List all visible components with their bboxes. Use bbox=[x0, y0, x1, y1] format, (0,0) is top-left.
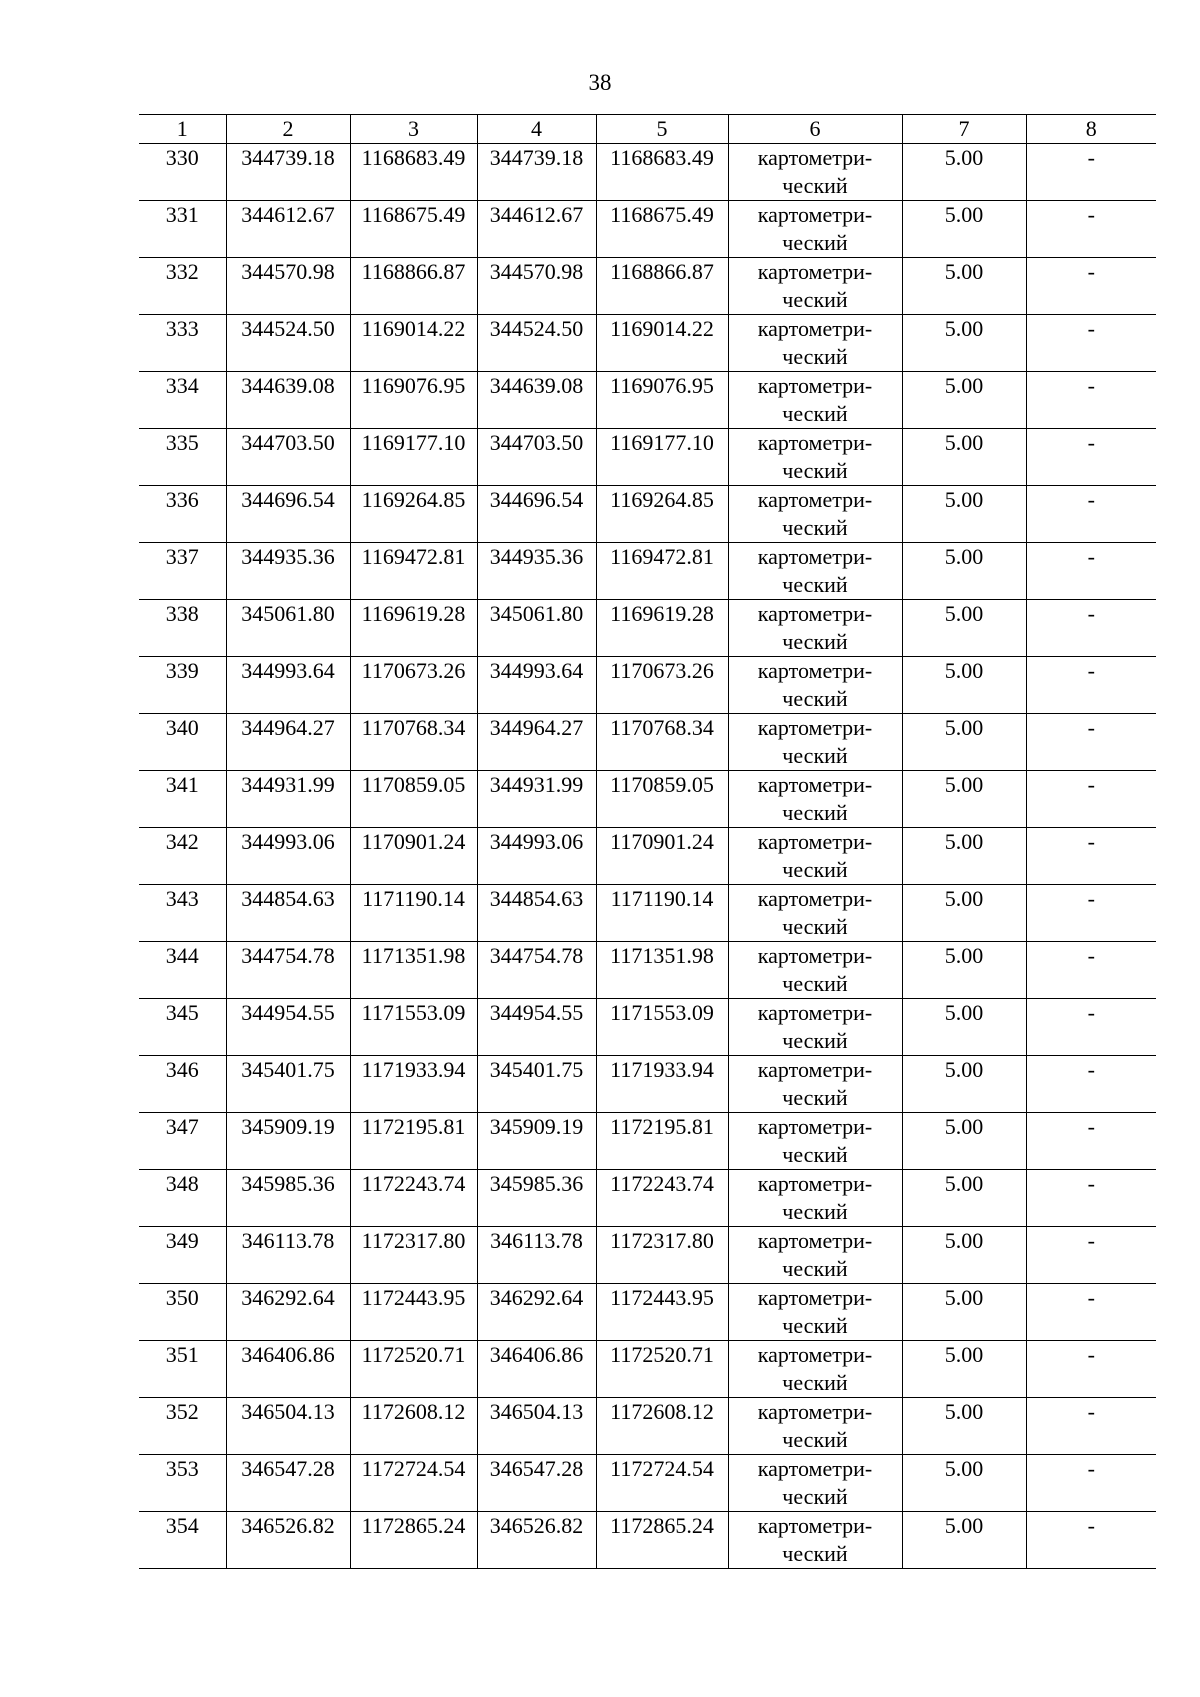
y-coordinate-cell: 1168683.49 bbox=[596, 144, 728, 201]
note-cell: - bbox=[1026, 1170, 1156, 1227]
method-line: ческий bbox=[782, 1370, 848, 1395]
method-cell bbox=[728, 828, 902, 885]
table-row bbox=[139, 1170, 1156, 1227]
accuracy-cell: 5.00 bbox=[902, 1398, 1026, 1455]
accuracy-cell: 5.00 bbox=[902, 258, 1026, 315]
y-coordinate-cell: 1172865.24 bbox=[350, 1512, 477, 1569]
method-line: ческий bbox=[782, 1085, 848, 1110]
note-cell: - bbox=[1026, 828, 1156, 885]
y-coordinate-cell: 1168675.49 bbox=[350, 201, 477, 258]
y-coordinate-cell: 1170901.24 bbox=[596, 828, 728, 885]
method-cell bbox=[728, 372, 902, 429]
table-row bbox=[139, 1113, 1156, 1170]
table-row bbox=[139, 999, 1156, 1056]
table-row bbox=[139, 600, 1156, 657]
x-coordinate-cell: 346526.82 bbox=[477, 1512, 596, 1569]
y-coordinate-cell: 1171190.14 bbox=[350, 885, 477, 942]
method-line: картометри- bbox=[757, 658, 873, 683]
point-number-cell: 338 bbox=[139, 600, 226, 657]
accuracy-cell: 5.00 bbox=[902, 885, 1026, 942]
note-cell: - bbox=[1026, 1341, 1156, 1398]
y-coordinate-cell: 1170859.05 bbox=[350, 771, 477, 828]
y-coordinate-cell: 1169014.22 bbox=[596, 315, 728, 372]
point-number-cell: 340 bbox=[139, 714, 226, 771]
y-coordinate-cell: 1171553.09 bbox=[350, 999, 477, 1056]
accuracy-cell: 5.00 bbox=[902, 1455, 1026, 1512]
note-cell: - bbox=[1026, 486, 1156, 543]
y-coordinate-cell: 1168866.87 bbox=[350, 258, 477, 315]
method-cell bbox=[728, 1227, 902, 1284]
accuracy-cell: 5.00 bbox=[902, 144, 1026, 201]
method-line: картометри- bbox=[757, 145, 873, 170]
method-line: картометри- bbox=[757, 943, 873, 968]
method-line: картометри- bbox=[757, 1114, 873, 1139]
x-coordinate-cell: 344739.18 bbox=[477, 144, 596, 201]
note-cell: - bbox=[1026, 600, 1156, 657]
accuracy-cell: 5.00 bbox=[902, 429, 1026, 486]
table-row bbox=[139, 942, 1156, 999]
method-line: ческий bbox=[782, 914, 848, 939]
y-coordinate-cell: 1172317.80 bbox=[350, 1227, 477, 1284]
accuracy-cell: 5.00 bbox=[902, 1227, 1026, 1284]
method-cell bbox=[728, 258, 902, 315]
method-cell bbox=[728, 1455, 902, 1512]
method-cell bbox=[728, 1398, 902, 1455]
y-coordinate-cell: 1169472.81 bbox=[596, 543, 728, 600]
y-coordinate-cell: 1171351.98 bbox=[596, 942, 728, 999]
y-coordinate-cell: 1172317.80 bbox=[596, 1227, 728, 1284]
x-coordinate-cell: 344964.27 bbox=[477, 714, 596, 771]
accuracy-cell: 5.00 bbox=[902, 828, 1026, 885]
table-row bbox=[139, 828, 1156, 885]
y-coordinate-cell: 1168866.87 bbox=[596, 258, 728, 315]
y-coordinate-cell: 1170673.26 bbox=[350, 657, 477, 714]
point-number-cell: 343 bbox=[139, 885, 226, 942]
method-line: ческий bbox=[782, 971, 848, 996]
method-cell bbox=[728, 429, 902, 486]
x-coordinate-cell: 346113.78 bbox=[226, 1227, 350, 1284]
y-coordinate-cell: 1171553.09 bbox=[596, 999, 728, 1056]
method-line: картометри- bbox=[757, 430, 873, 455]
x-coordinate-cell: 346406.86 bbox=[226, 1341, 350, 1398]
y-coordinate-cell: 1170673.26 bbox=[596, 657, 728, 714]
x-coordinate-cell: 346547.28 bbox=[477, 1455, 596, 1512]
table-row bbox=[139, 258, 1156, 315]
method-line: ческий bbox=[782, 344, 848, 369]
note-cell: - bbox=[1026, 372, 1156, 429]
method-line: картометри- bbox=[757, 829, 873, 854]
y-coordinate-cell: 1169177.10 bbox=[350, 429, 477, 486]
method-line: ческий bbox=[782, 1484, 848, 1509]
method-line: ческий bbox=[782, 173, 848, 198]
x-coordinate-cell: 346292.64 bbox=[477, 1284, 596, 1341]
x-coordinate-cell: 345401.75 bbox=[226, 1056, 350, 1113]
method-cell bbox=[728, 999, 902, 1056]
point-number-cell: 354 bbox=[139, 1512, 226, 1569]
note-cell: - bbox=[1026, 1284, 1156, 1341]
x-coordinate-cell: 345401.75 bbox=[477, 1056, 596, 1113]
method-line: картометри- bbox=[757, 1171, 873, 1196]
table-body bbox=[139, 144, 1156, 1569]
point-number-cell: 331 bbox=[139, 201, 226, 258]
method-line: ческий bbox=[782, 857, 848, 882]
note-cell: - bbox=[1026, 999, 1156, 1056]
method-line: ческий bbox=[782, 743, 848, 768]
method-line: ческий bbox=[782, 515, 848, 540]
table-row bbox=[139, 315, 1156, 372]
point-number-cell: 352 bbox=[139, 1398, 226, 1455]
method-cell bbox=[728, 1113, 902, 1170]
y-coordinate-cell: 1172195.81 bbox=[350, 1113, 477, 1170]
header-row bbox=[139, 115, 1156, 144]
y-coordinate-cell: 1172865.24 bbox=[596, 1512, 728, 1569]
x-coordinate-cell: 345985.36 bbox=[477, 1170, 596, 1227]
method-cell bbox=[728, 543, 902, 600]
note-cell: - bbox=[1026, 1113, 1156, 1170]
method-line: картометри- bbox=[757, 715, 873, 740]
note-cell: - bbox=[1026, 714, 1156, 771]
point-number-cell: 332 bbox=[139, 258, 226, 315]
table-row bbox=[139, 144, 1156, 201]
method-line: картометри- bbox=[757, 1456, 873, 1481]
point-number-cell: 351 bbox=[139, 1341, 226, 1398]
y-coordinate-cell: 1172243.74 bbox=[596, 1170, 728, 1227]
point-number-cell: 335 bbox=[139, 429, 226, 486]
method-line: ческий bbox=[782, 629, 848, 654]
table-row bbox=[139, 486, 1156, 543]
x-coordinate-cell: 344993.64 bbox=[226, 657, 350, 714]
accuracy-cell: 5.00 bbox=[902, 1512, 1026, 1569]
y-coordinate-cell: 1172608.12 bbox=[350, 1398, 477, 1455]
table-row bbox=[139, 657, 1156, 714]
y-coordinate-cell: 1169472.81 bbox=[350, 543, 477, 600]
y-coordinate-cell: 1170768.34 bbox=[596, 714, 728, 771]
point-number-cell: 336 bbox=[139, 486, 226, 543]
x-coordinate-cell: 344703.50 bbox=[477, 429, 596, 486]
method-line: ческий bbox=[782, 686, 848, 711]
x-coordinate-cell: 344570.98 bbox=[226, 258, 350, 315]
column-header: 6 bbox=[728, 115, 902, 144]
method-line: ческий bbox=[782, 1313, 848, 1338]
note-cell: - bbox=[1026, 543, 1156, 600]
x-coordinate-cell: 344993.06 bbox=[477, 828, 596, 885]
method-line: ческий bbox=[782, 1427, 848, 1452]
y-coordinate-cell: 1170768.34 bbox=[350, 714, 477, 771]
method-line: ческий bbox=[782, 287, 848, 312]
note-cell: - bbox=[1026, 315, 1156, 372]
accuracy-cell: 5.00 bbox=[902, 486, 1026, 543]
y-coordinate-cell: 1172608.12 bbox=[596, 1398, 728, 1455]
point-number-cell: 353 bbox=[139, 1455, 226, 1512]
x-coordinate-cell: 344696.54 bbox=[226, 486, 350, 543]
x-coordinate-cell: 344703.50 bbox=[226, 429, 350, 486]
x-coordinate-cell: 346113.78 bbox=[477, 1227, 596, 1284]
method-line: картометри- bbox=[757, 1399, 873, 1424]
table-row bbox=[139, 1284, 1156, 1341]
table-header bbox=[139, 115, 1156, 144]
y-coordinate-cell: 1172520.71 bbox=[596, 1341, 728, 1398]
table-row bbox=[139, 885, 1156, 942]
y-coordinate-cell: 1169619.28 bbox=[350, 600, 477, 657]
point-number-cell: 341 bbox=[139, 771, 226, 828]
column-header: 7 bbox=[902, 115, 1026, 144]
method-line: картометри- bbox=[757, 601, 873, 626]
y-coordinate-cell: 1172520.71 bbox=[350, 1341, 477, 1398]
method-line: ческий bbox=[782, 1256, 848, 1281]
note-cell: - bbox=[1026, 201, 1156, 258]
coordinates-table bbox=[139, 114, 1156, 1569]
column-header: 2 bbox=[226, 115, 350, 144]
y-coordinate-cell: 1169264.85 bbox=[350, 486, 477, 543]
table-row bbox=[139, 429, 1156, 486]
accuracy-cell: 5.00 bbox=[902, 714, 1026, 771]
method-cell bbox=[728, 486, 902, 543]
y-coordinate-cell: 1170901.24 bbox=[350, 828, 477, 885]
point-number-cell: 330 bbox=[139, 144, 226, 201]
y-coordinate-cell: 1169619.28 bbox=[596, 600, 728, 657]
x-coordinate-cell: 344935.36 bbox=[226, 543, 350, 600]
x-coordinate-cell: 344570.98 bbox=[477, 258, 596, 315]
method-line: картометри- bbox=[757, 1342, 873, 1367]
x-coordinate-cell: 344639.08 bbox=[477, 372, 596, 429]
method-line: ческий bbox=[782, 1541, 848, 1566]
accuracy-cell: 5.00 bbox=[902, 657, 1026, 714]
accuracy-cell: 5.00 bbox=[902, 1341, 1026, 1398]
x-coordinate-cell: 344993.64 bbox=[477, 657, 596, 714]
column-header: 3 bbox=[350, 115, 477, 144]
x-coordinate-cell: 345985.36 bbox=[226, 1170, 350, 1227]
method-line: ческий bbox=[782, 458, 848, 483]
method-line: ческий bbox=[782, 401, 848, 426]
method-cell bbox=[728, 885, 902, 942]
y-coordinate-cell: 1169177.10 bbox=[596, 429, 728, 486]
method-cell bbox=[728, 1512, 902, 1569]
x-coordinate-cell: 344954.55 bbox=[477, 999, 596, 1056]
y-coordinate-cell: 1171933.94 bbox=[350, 1056, 477, 1113]
table-row bbox=[139, 543, 1156, 600]
note-cell: - bbox=[1026, 429, 1156, 486]
table-row bbox=[139, 372, 1156, 429]
x-coordinate-cell: 344931.99 bbox=[477, 771, 596, 828]
column-header: 1 bbox=[139, 115, 226, 144]
x-coordinate-cell: 345909.19 bbox=[477, 1113, 596, 1170]
point-number-cell: 339 bbox=[139, 657, 226, 714]
table-row bbox=[139, 771, 1156, 828]
method-cell bbox=[728, 714, 902, 771]
accuracy-cell: 5.00 bbox=[902, 315, 1026, 372]
column-header: 5 bbox=[596, 115, 728, 144]
column-header: 4 bbox=[477, 115, 596, 144]
x-coordinate-cell: 344524.50 bbox=[226, 315, 350, 372]
y-coordinate-cell: 1169264.85 bbox=[596, 486, 728, 543]
method-line: картометри- bbox=[757, 202, 873, 227]
method-line: ческий bbox=[782, 230, 848, 255]
x-coordinate-cell: 344739.18 bbox=[226, 144, 350, 201]
x-coordinate-cell: 346406.86 bbox=[477, 1341, 596, 1398]
x-coordinate-cell: 344754.78 bbox=[226, 942, 350, 999]
method-line: картометри- bbox=[757, 316, 873, 341]
y-coordinate-cell: 1172724.54 bbox=[350, 1455, 477, 1512]
note-cell: - bbox=[1026, 885, 1156, 942]
accuracy-cell: 5.00 bbox=[902, 1113, 1026, 1170]
column-header: 8 bbox=[1026, 115, 1156, 144]
x-coordinate-cell: 344696.54 bbox=[477, 486, 596, 543]
x-coordinate-cell: 346526.82 bbox=[226, 1512, 350, 1569]
table-row bbox=[139, 1056, 1156, 1113]
x-coordinate-cell: 344854.63 bbox=[477, 885, 596, 942]
y-coordinate-cell: 1172443.95 bbox=[350, 1284, 477, 1341]
point-number-cell: 333 bbox=[139, 315, 226, 372]
method-line: ческий bbox=[782, 1142, 848, 1167]
method-cell bbox=[728, 201, 902, 258]
x-coordinate-cell: 345061.80 bbox=[477, 600, 596, 657]
note-cell: - bbox=[1026, 1455, 1156, 1512]
table-row bbox=[139, 1455, 1156, 1512]
accuracy-cell: 5.00 bbox=[902, 1284, 1026, 1341]
x-coordinate-cell: 345909.19 bbox=[226, 1113, 350, 1170]
y-coordinate-cell: 1169076.95 bbox=[596, 372, 728, 429]
method-cell bbox=[728, 1284, 902, 1341]
point-number-cell: 334 bbox=[139, 372, 226, 429]
x-coordinate-cell: 344524.50 bbox=[477, 315, 596, 372]
point-number-cell: 348 bbox=[139, 1170, 226, 1227]
accuracy-cell: 5.00 bbox=[902, 942, 1026, 999]
y-coordinate-cell: 1168683.49 bbox=[350, 144, 477, 201]
method-cell bbox=[728, 144, 902, 201]
method-cell bbox=[728, 1170, 902, 1227]
method-line: картометри- bbox=[757, 544, 873, 569]
note-cell: - bbox=[1026, 144, 1156, 201]
method-cell bbox=[728, 771, 902, 828]
note-cell: - bbox=[1026, 942, 1156, 999]
method-line: картометри- bbox=[757, 373, 873, 398]
point-number-cell: 345 bbox=[139, 999, 226, 1056]
method-cell bbox=[728, 942, 902, 999]
y-coordinate-cell: 1169014.22 bbox=[350, 315, 477, 372]
x-coordinate-cell: 344754.78 bbox=[477, 942, 596, 999]
method-line: ческий bbox=[782, 572, 848, 597]
note-cell: - bbox=[1026, 1512, 1156, 1569]
accuracy-cell: 5.00 bbox=[902, 1056, 1026, 1113]
x-coordinate-cell: 346292.64 bbox=[226, 1284, 350, 1341]
accuracy-cell: 5.00 bbox=[902, 201, 1026, 258]
y-coordinate-cell: 1172724.54 bbox=[596, 1455, 728, 1512]
x-coordinate-cell: 344964.27 bbox=[226, 714, 350, 771]
method-line: ческий bbox=[782, 1199, 848, 1224]
table-row bbox=[139, 1341, 1156, 1398]
accuracy-cell: 5.00 bbox=[902, 600, 1026, 657]
y-coordinate-cell: 1169076.95 bbox=[350, 372, 477, 429]
method-cell bbox=[728, 600, 902, 657]
page-number: 38 bbox=[588, 70, 612, 95]
method-line: ческий bbox=[782, 800, 848, 825]
y-coordinate-cell: 1172243.74 bbox=[350, 1170, 477, 1227]
x-coordinate-cell: 344954.55 bbox=[226, 999, 350, 1056]
method-cell bbox=[728, 657, 902, 714]
y-coordinate-cell: 1170859.05 bbox=[596, 771, 728, 828]
accuracy-cell: 5.00 bbox=[902, 543, 1026, 600]
x-coordinate-cell: 346547.28 bbox=[226, 1455, 350, 1512]
point-number-cell: 342 bbox=[139, 828, 226, 885]
y-coordinate-cell: 1171933.94 bbox=[596, 1056, 728, 1113]
x-coordinate-cell: 344612.67 bbox=[477, 201, 596, 258]
method-line: картометри- bbox=[757, 886, 873, 911]
x-coordinate-cell: 344935.36 bbox=[477, 543, 596, 600]
accuracy-cell: 5.00 bbox=[902, 1170, 1026, 1227]
method-line: картометри- bbox=[757, 1000, 873, 1025]
point-number-cell: 350 bbox=[139, 1284, 226, 1341]
table-row bbox=[139, 1512, 1156, 1569]
table-row bbox=[139, 201, 1156, 258]
x-coordinate-cell: 345061.80 bbox=[226, 600, 350, 657]
x-coordinate-cell: 344639.08 bbox=[226, 372, 350, 429]
note-cell: - bbox=[1026, 1056, 1156, 1113]
method-cell bbox=[728, 1056, 902, 1113]
y-coordinate-cell: 1168675.49 bbox=[596, 201, 728, 258]
point-number-cell: 349 bbox=[139, 1227, 226, 1284]
x-coordinate-cell: 346504.13 bbox=[477, 1398, 596, 1455]
x-coordinate-cell: 344612.67 bbox=[226, 201, 350, 258]
accuracy-cell: 5.00 bbox=[902, 771, 1026, 828]
y-coordinate-cell: 1172195.81 bbox=[596, 1113, 728, 1170]
point-number-cell: 347 bbox=[139, 1113, 226, 1170]
note-cell: - bbox=[1026, 1398, 1156, 1455]
method-line: картометри- bbox=[757, 1057, 873, 1082]
note-cell: - bbox=[1026, 657, 1156, 714]
note-cell: - bbox=[1026, 258, 1156, 315]
method-cell bbox=[728, 1341, 902, 1398]
method-line: ческий bbox=[782, 1028, 848, 1053]
method-cell bbox=[728, 315, 902, 372]
table-row bbox=[139, 714, 1156, 771]
point-number-cell: 344 bbox=[139, 942, 226, 999]
table-row bbox=[139, 1227, 1156, 1284]
y-coordinate-cell: 1171190.14 bbox=[596, 885, 728, 942]
y-coordinate-cell: 1172443.95 bbox=[596, 1284, 728, 1341]
method-line: картометри- bbox=[757, 487, 873, 512]
method-line: картометри- bbox=[757, 772, 873, 797]
method-line: картометри- bbox=[757, 1285, 873, 1310]
method-line: картометри- bbox=[757, 259, 873, 284]
x-coordinate-cell: 344854.63 bbox=[226, 885, 350, 942]
note-cell: - bbox=[1026, 1227, 1156, 1284]
y-coordinate-cell: 1171351.98 bbox=[350, 942, 477, 999]
x-coordinate-cell: 346504.13 bbox=[226, 1398, 350, 1455]
note-cell: - bbox=[1026, 771, 1156, 828]
method-line: картометри- bbox=[757, 1513, 873, 1538]
method-line: картометри- bbox=[757, 1228, 873, 1253]
x-coordinate-cell: 344993.06 bbox=[226, 828, 350, 885]
accuracy-cell: 5.00 bbox=[902, 999, 1026, 1056]
table-row bbox=[139, 1398, 1156, 1455]
accuracy-cell: 5.00 bbox=[902, 372, 1026, 429]
x-coordinate-cell: 344931.99 bbox=[226, 771, 350, 828]
point-number-cell: 346 bbox=[139, 1056, 226, 1113]
point-number-cell: 337 bbox=[139, 543, 226, 600]
